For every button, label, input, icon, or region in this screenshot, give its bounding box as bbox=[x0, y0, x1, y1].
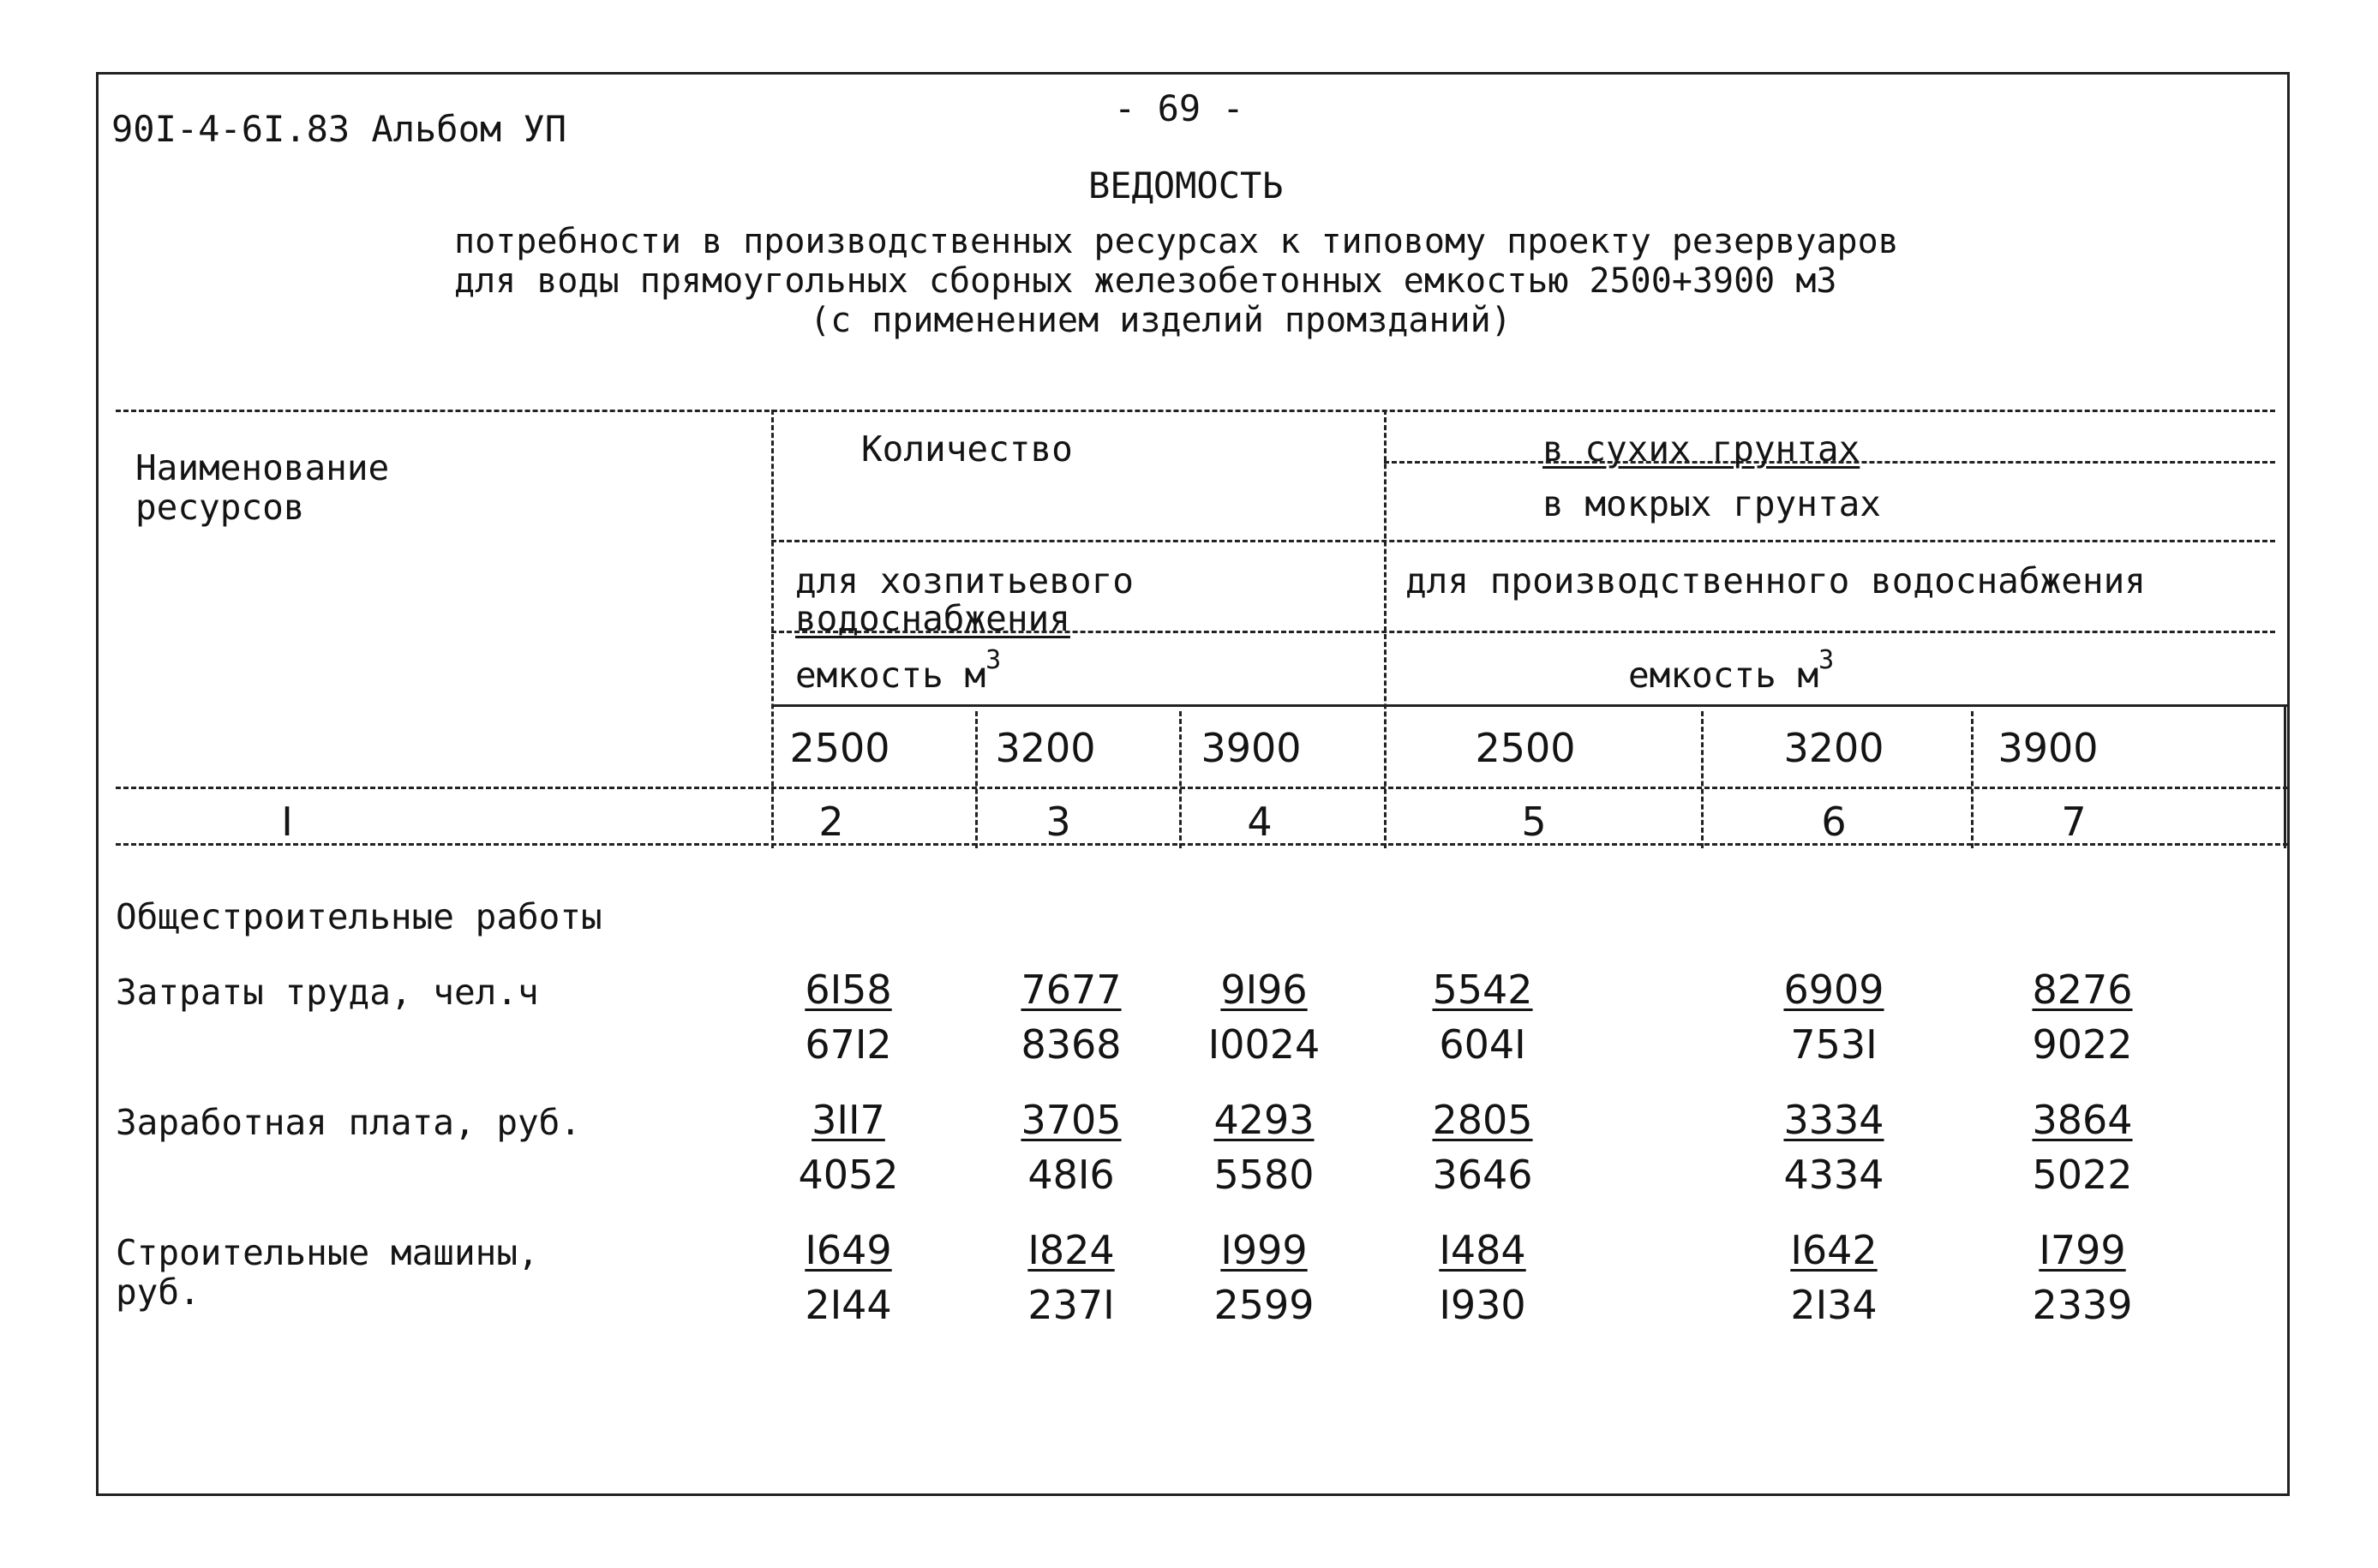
row-label-machines-unit: руб. bbox=[116, 1272, 201, 1313]
cell-wages-wet-5: 3646 bbox=[1432, 1152, 1533, 1198]
row-label-machines: Строительные машины, bbox=[116, 1232, 539, 1273]
industrial-water-label: для производственного водоснабжения bbox=[1405, 560, 2146, 601]
document-code: 90I-4-6I.83 Альбом УП bbox=[111, 108, 567, 150]
purpose-rule bbox=[771, 540, 2275, 542]
cell-wages-wet-6: 4334 bbox=[1783, 1152, 1884, 1198]
col-divider-3 bbox=[1179, 711, 1182, 848]
cell-labor-wet-2: 67I2 bbox=[805, 1021, 892, 1068]
capacity-value-3: 3200 bbox=[995, 725, 1096, 771]
subtitle-line-3: (с применением изделий промзданий) bbox=[810, 301, 1512, 340]
section-title: Общестроительные работы bbox=[116, 896, 602, 937]
cell-wages-wet-4: 5580 bbox=[1213, 1152, 1315, 1198]
cell-wages-dry-3: 3705 bbox=[1021, 1097, 1122, 1143]
cell-wages-dry-5: 2805 bbox=[1432, 1097, 1533, 1143]
capacity-value-7: 3900 bbox=[1998, 725, 2099, 771]
cell-machines-wet-6: 2I34 bbox=[1790, 1282, 1878, 1328]
cell-labor-dry-6: 6909 bbox=[1783, 967, 1884, 1013]
resource-header-line-2: ресурсов bbox=[135, 487, 305, 528]
column-number-7: 7 bbox=[2061, 799, 2087, 845]
cell-labor-dry-2: 6I58 bbox=[805, 967, 892, 1013]
capacity-value-4: 3900 bbox=[1201, 725, 1302, 771]
col-divider-right bbox=[2284, 704, 2286, 848]
quantity-header: Количество bbox=[861, 428, 1073, 470]
drinking-water-label-line-1: для хозпитьевого bbox=[795, 560, 1134, 601]
column-numbers-rule bbox=[116, 843, 2288, 846]
column-number-4: 4 bbox=[1247, 799, 1273, 845]
cell-machines-dry-6: I642 bbox=[1790, 1227, 1878, 1273]
cell-labor-wet-6: 753I bbox=[1790, 1021, 1878, 1068]
cell-machines-dry-7: I799 bbox=[2039, 1227, 2126, 1273]
cell-machines-dry-4: I999 bbox=[1220, 1227, 1308, 1273]
cell-wages-wet-3: 48I6 bbox=[1027, 1152, 1115, 1198]
cell-wages-dry-6: 3334 bbox=[1783, 1097, 1884, 1143]
row-label-wages: Заработная плата, руб. bbox=[116, 1102, 582, 1143]
cell-wages-wet-7: 5022 bbox=[2032, 1152, 2133, 1198]
col-divider-5 bbox=[1701, 711, 1704, 848]
column-number-3: 3 bbox=[1045, 799, 1071, 845]
cell-wages-dry-2: 3II7 bbox=[812, 1097, 885, 1143]
capacity-label-right: емкость $м^3$ bbox=[1628, 645, 1835, 696]
capacity-value-2: 2500 bbox=[789, 725, 890, 771]
cell-wages-wet-2: 4052 bbox=[798, 1152, 899, 1198]
subtitle-line-1: потребности в производственных ресурсах к типовому проекту резервуаров bbox=[454, 222, 1899, 261]
capacity-values-rule bbox=[771, 704, 2288, 707]
dry-soil-label: в сухих грунтах bbox=[1542, 428, 1860, 470]
header-bottom-rule bbox=[116, 787, 2288, 789]
cell-machines-wet-7: 2339 bbox=[2032, 1282, 2133, 1328]
column-number-2: 2 bbox=[818, 799, 844, 845]
resource-header-line-1: Наименование bbox=[135, 447, 390, 488]
cell-labor-wet-7: 9022 bbox=[2032, 1021, 2133, 1068]
cell-machines-dry-2: I649 bbox=[805, 1227, 892, 1273]
column-number-1: I bbox=[281, 799, 293, 845]
capacity-label-left: емкость $м^3$ bbox=[795, 645, 1002, 696]
page-number: - 69 - bbox=[1114, 87, 1244, 129]
subtitle-line-2: для воды прямоугольных сборных железобетонных емкостью 2500+3900 м3 bbox=[454, 261, 1837, 301]
cell-machines-wet-4: 2599 bbox=[1213, 1282, 1315, 1328]
col-divider-4 bbox=[1384, 410, 1387, 848]
column-number-6: 6 bbox=[1821, 799, 1847, 845]
document-title: ВЕДОМОСТЬ bbox=[1088, 165, 1284, 206]
cell-labor-wet-5: 604I bbox=[1439, 1021, 1526, 1068]
cell-machines-wet-2: 2I44 bbox=[805, 1282, 892, 1328]
wet-soil-label: в мокрых грунтах bbox=[1542, 483, 1881, 524]
cell-labor-dry-4: 9I96 bbox=[1220, 967, 1308, 1013]
column-number-5: 5 bbox=[1521, 799, 1547, 845]
cell-wages-dry-4: 4293 bbox=[1213, 1097, 1315, 1143]
capacity-value-5: 2500 bbox=[1475, 725, 1576, 771]
cell-labor-wet-3: 8368 bbox=[1021, 1021, 1122, 1068]
cell-labor-dry-5: 5542 bbox=[1432, 967, 1533, 1013]
cell-labor-wet-4: I0024 bbox=[1207, 1021, 1321, 1068]
cell-labor-dry-7: 8276 bbox=[2032, 967, 2133, 1013]
col-divider-1 bbox=[771, 410, 774, 848]
cell-machines-dry-3: I824 bbox=[1027, 1227, 1115, 1273]
capacity-value-6: 3200 bbox=[1783, 725, 1884, 771]
cell-labor-dry-3: 7677 bbox=[1021, 967, 1122, 1013]
col-divider-2 bbox=[975, 711, 978, 848]
table-top-rule bbox=[116, 410, 2275, 412]
cell-machines-wet-5: I930 bbox=[1439, 1282, 1526, 1328]
cell-wages-dry-7: 3864 bbox=[2032, 1097, 2133, 1143]
drinking-water-label-line-2: водоснабжения bbox=[795, 598, 1070, 639]
cell-machines-dry-5: I484 bbox=[1439, 1227, 1526, 1273]
row-label-labor: Затраты труда, чел.ч bbox=[116, 972, 539, 1013]
col-divider-6 bbox=[1971, 711, 1974, 848]
cell-machines-wet-3: 237I bbox=[1027, 1282, 1115, 1328]
